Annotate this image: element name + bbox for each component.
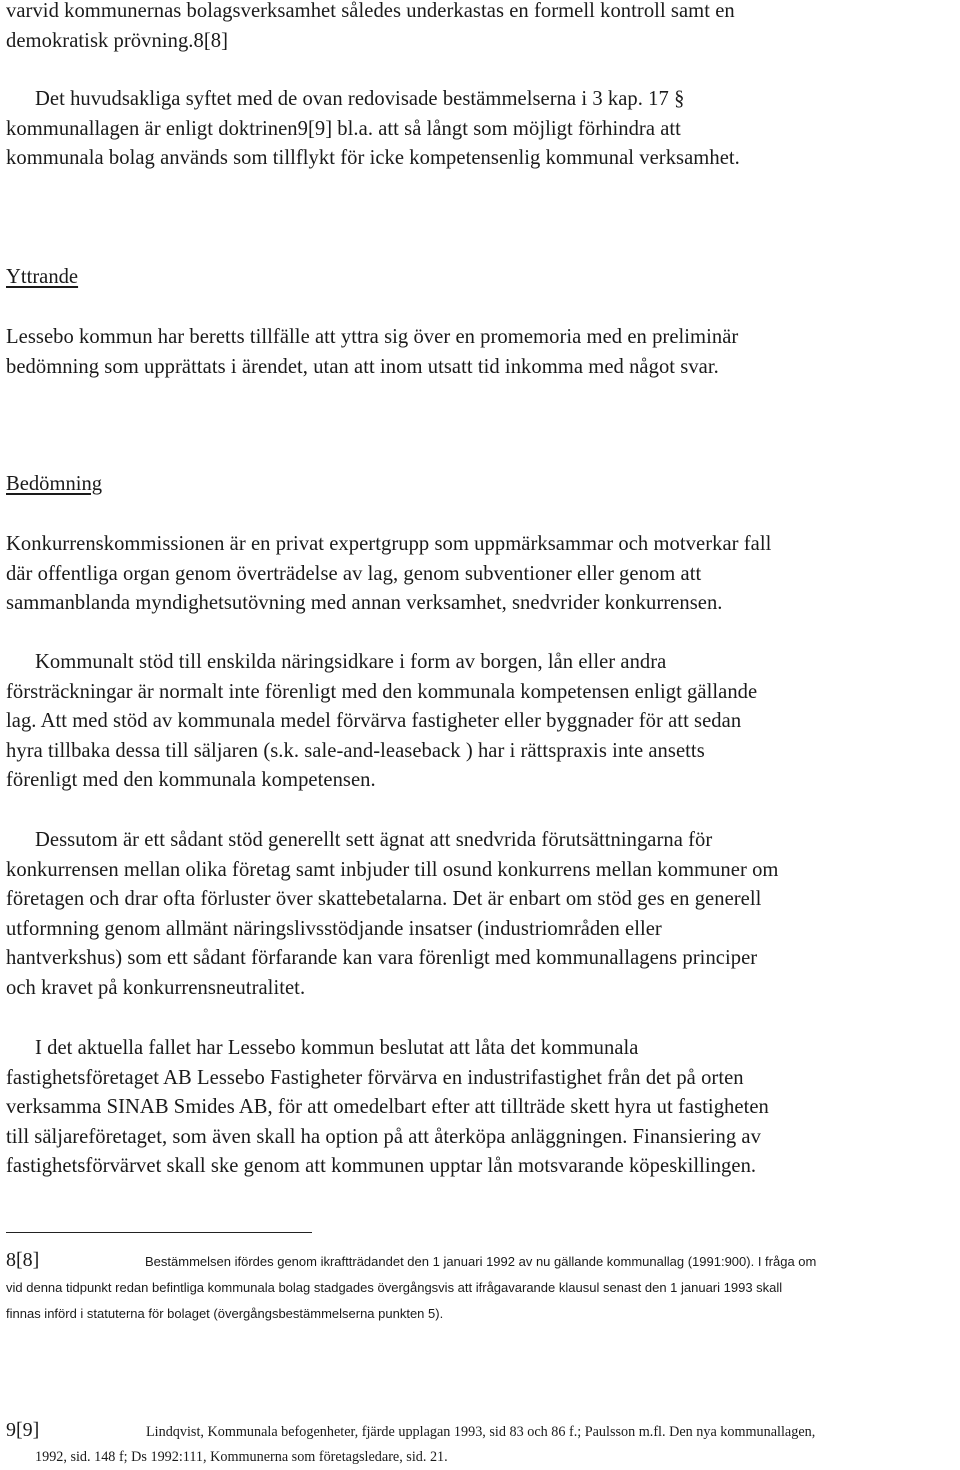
bedomning-paragraph-2 (6, 648, 960, 796)
text-line: och kravet på konkurrensneutralitet. (6, 976, 306, 999)
bedomning-paragraph-3 (6, 826, 960, 1004)
purpose-paragraph (6, 85, 960, 174)
footnote-line: vid denna tidpunkt redan befintliga kommunala bolag stadgades övergångsvis att ifrågavarande klausul senast den 1 januari 1993 skall (6, 1280, 783, 1295)
text-line: fastighetsföretaget AB Lessebo Fastigheter förvärva en industrifastighet från det på orten (6, 1066, 744, 1089)
text-line: demokratisk prövning.8[8] (6, 29, 229, 52)
text-line: hantverkshus) som ett sådant förfarande kan vara förenligt med kommunallagens principer (6, 947, 758, 970)
footnote-marker: 8[8] (6, 1249, 40, 1271)
footnote-text: Lindqvist, Kommunala befogenheter, fjärde upplagan 1993, sid 83 och 86 f.; Paulsson m.fl. Den nya kommunallagen, (146, 1424, 816, 1440)
footnote-line: 1992, sid. 148 f; Ds 1992:111, Kommunerna som företagsledare, sid. 21. (35, 1449, 448, 1465)
footnote-9 (6, 1418, 960, 1470)
text-line: försträckningar är normalt inte förenligt med den kommunala kompetensen enligt gällande (6, 680, 758, 703)
footnote-line: finnas införd i statuterna för bolaget (övergångsbestämmelserna punkten 5). (6, 1306, 444, 1321)
footnote-line (6, 1418, 960, 1445)
text-line: sammanblanda myndighetsutövning med annan verksamhet, snedvrider konkurrensen. (6, 592, 723, 615)
text-line: fastighetsförvärvet skall ske genom att kommunen upptar lån motsvarande köpeskillingen. (6, 1155, 757, 1178)
bedomning-paragraph-4 (6, 1034, 960, 1182)
text-line: bedömning som upprättats i ärendet, utan att inom utsatt tid inkomma med något svar. (6, 355, 719, 378)
section-heading-yttrande: Yttrande (6, 266, 79, 288)
footnote-text: Bestämmelsen ifördes genom ikraftträdandet den 1 januari 1992 av nu gällande kommunallag (1991:900). I fråga om (145, 1254, 817, 1269)
footnote-8 (6, 1247, 960, 1327)
text-line: förenligt med den kommunala kompetensen. (6, 769, 376, 792)
text-line: där offentliga organ genom överträdelse av lag, genom subventioner eller genom att (6, 562, 702, 585)
text-line: kommunallagen är enligt doktrinen9[9] bl.a. att så långt som möjligt förhindra att (6, 117, 681, 140)
text-line: Kommunalt stöd till enskilda näringsidkare i form av borgen, lån eller andra (35, 651, 667, 673)
text-line: varvid kommunernas bolagsverksamhet således underkastas en formell kontroll samt en (6, 0, 735, 22)
text-line: utformning genom allmänt näringslivsstödjande insatser (industriområden eller (6, 917, 662, 940)
opening-paragraph (6, 0, 960, 56)
bedomning-paragraph-1 (6, 530, 960, 619)
text-line: kommunala bolag används som tillflykt för icke kompetensenlig kommunal verksamhet. (6, 147, 740, 170)
text-line: Konkurrenskommissionen är en privat expertgrupp som uppmärksammar och motverkar fall (6, 533, 772, 555)
text-line: konkurrensen mellan olika företag samt inbjuder till osund konkurrens mellan kommuner om (6, 858, 779, 881)
document-page (6, 0, 960, 1465)
text-line: lag. Att med stöd av kommunala medel förvärva fastigheter eller byggnader för att sedan (6, 710, 742, 733)
text-line: till säljareföretaget, som även skall ha option på att återköpa anläggningen. Finansiering av (6, 1125, 761, 1148)
yttrande-paragraph (6, 323, 960, 382)
text-line: verksamma SINAB Smides AB, för att omedelbart efter att tillträde skett hyra ut fastigheten (6, 1096, 769, 1119)
text-line: Dessutom är ett sådant stöd generellt sett ägnat att snedvrida förutsättningarna för (35, 829, 713, 851)
footnote-separator (6, 1232, 312, 1233)
footnote-line (6, 1247, 960, 1275)
section-heading-bedomning: Bedömning (6, 473, 103, 495)
text-line: I det aktuella fallet har Lessebo kommun beslutat att låta det kommunala (35, 1037, 639, 1059)
text-line: Lessebo kommun har beretts tillfälle att yttra sig över en promemoria med en preliminär (6, 326, 739, 348)
text-line: företagen och drar ofta förluster över skattebetalarna. Det är enbart om stöd ges en generell (6, 888, 762, 911)
text-line: Det huvudsakliga syftet med de ovan redovisade bestämmelserna i 3 kap. 17 § (35, 88, 685, 110)
footnote-marker: 9[9] (6, 1419, 40, 1441)
text-line: hyra tillbaka dessa till säljaren (s.k. sale-and-leaseback ) har i rättspraxis inte ansetts (6, 739, 705, 762)
